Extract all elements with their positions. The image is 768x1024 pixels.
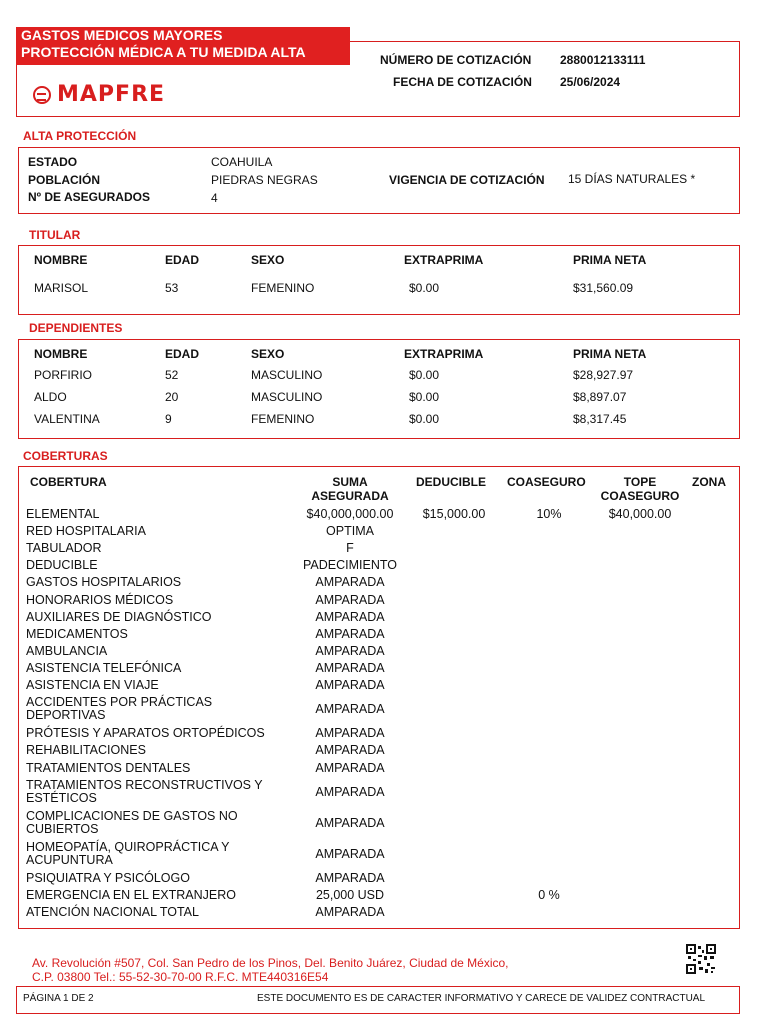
mapfre-logo — [33, 82, 165, 107]
dep-header-sexo: SEXO — [251, 347, 285, 361]
coverage-name — [26, 744, 146, 757]
qr-code-icon — [686, 944, 716, 974]
vigencia-label: VIGENCIA DE COTIZACIÓN — [389, 173, 545, 187]
coberturas-title: COBERTURAS — [23, 449, 108, 463]
coverage-name-line: ACCIDENTES POR PRÁCTICAS — [26, 695, 213, 710]
coverage-name — [26, 508, 99, 521]
dep-prima: $8,317.45 — [573, 412, 627, 426]
coverage-name-line: TABULADOR — [26, 541, 102, 556]
dep-header-nombre: NOMBRE — [34, 347, 88, 361]
coverage-name-line: MEDICAMENTOS — [26, 626, 128, 641]
dep-edad: 52 — [165, 368, 179, 382]
coverage-suma: AMPARADA — [315, 784, 385, 799]
coverage-name — [26, 611, 211, 624]
page-number: PÁGINA 1 DE 2 — [23, 993, 94, 1004]
cov-header-tope-line1: TOPE — [623, 475, 657, 489]
coverage-name-line: AMBULANCIA — [26, 643, 108, 658]
coverage-name-line: RED HOSPITALARIA — [26, 524, 146, 539]
dep-sexo: FEMENINO — [251, 412, 315, 426]
banner-line-1: GASTOS MEDICOS MAYORES — [21, 27, 223, 43]
plan-title: ALTA PROTECCIÓN — [23, 129, 137, 143]
disclaimer: ESTE DOCUMENTO ES DE CARACTER INFORMATIVO Y CARECE DE VALIDEZ CONTRACTUAL — [257, 993, 706, 1004]
coverage-name — [26, 594, 173, 607]
dep-nombre: ALDO — [34, 390, 67, 404]
coverage-name-line: ATENCIÓN NACIONAL TOTAL — [26, 905, 199, 920]
dep-extraprima: $0.00 — [409, 412, 440, 426]
titular-header-extraprima: EXTRAPRIMA — [404, 253, 484, 267]
coverage-suma: AMPARADA — [315, 575, 385, 590]
titular-header-prima: PRIMA NETA — [573, 253, 647, 267]
estado-label: ESTADO — [28, 155, 78, 169]
coverage-suma: PADECIMIENTO — [303, 558, 397, 573]
coverage-name-line: ESTÉTICOS — [26, 790, 97, 805]
coverage-name-line: DEDUCIBLE — [26, 558, 98, 573]
coverage-name-line: PSIQUIATRA Y PSICÓLOGO — [26, 871, 190, 886]
cov-header-tope-line2: COASEGURO — [600, 489, 680, 503]
cov-header-zona: ZONA — [692, 475, 726, 489]
coverage-suma: AMPARADA — [315, 702, 385, 717]
titular-header-edad: EDAD — [165, 253, 200, 267]
coverage-suma: AMPARADA — [315, 815, 385, 830]
dep-edad: 20 — [165, 390, 179, 404]
dep-extraprima: $0.00 — [409, 390, 440, 404]
address-line-2: C.P. 03800 Tel.: 55-52-30-70-00 R.F.C. MTE440316E54 — [32, 970, 329, 984]
coverage-name — [26, 645, 107, 658]
dep-extraprima: $0.00 — [409, 368, 440, 382]
titular-extraprima: $0.00 — [409, 281, 440, 295]
coverage-name-line: AUXILIARES DE DIAGNÓSTICO — [26, 609, 212, 624]
coverage-name-line: HONORARIOS MÉDICOS — [26, 592, 174, 607]
coverage-name-line: ASISTENCIA TELEFÓNICA — [26, 660, 182, 675]
mapfre-logo-icon — [33, 86, 51, 104]
coverage-suma: $40,000,000.00 — [306, 507, 394, 521]
company-address — [32, 956, 509, 984]
coverage-suma: F — [346, 541, 354, 556]
coverage-name — [26, 889, 236, 902]
coverage-name — [26, 542, 101, 555]
dep-prima: $28,927.97 — [573, 368, 634, 382]
coverage-name-line: HOMEOPATÍA, QUIROPRÁCTICA Y — [26, 840, 230, 854]
dep-sexo: MASCULINO — [251, 368, 323, 382]
coverage-suma: AMPARADA — [315, 609, 385, 624]
titular-prima: $31,560.09 — [573, 281, 634, 295]
quote-date: 25/06/2024 — [560, 75, 621, 89]
titular-sexo: FEMENINO — [251, 281, 315, 295]
quote-date-label: FECHA DE COTIZACIÓN — [393, 75, 532, 89]
banner-line-2: PROTECCIÓN MÉDICA A TU MEDIDA ALTA — [21, 44, 306, 60]
quote-number-label: NÚMERO DE COTIZACIÓN — [380, 53, 532, 67]
dep-nombre: VALENTINA — [34, 412, 100, 426]
estado-value: COAHUILA — [211, 155, 273, 169]
cov-header-suma-line1: SUMA — [332, 475, 368, 489]
coverage-name-line: TRATAMIENTOS DENTALES — [26, 760, 191, 775]
coverage-name — [26, 576, 181, 589]
coverage-suma: AMPARADA — [315, 592, 385, 607]
coverage-name — [26, 810, 238, 836]
coverage-name — [26, 762, 190, 775]
header-divider — [350, 41, 740, 42]
coverage-name-line: GASTOS HOSPITALARIOS — [26, 575, 182, 590]
coverage-suma: AMPARADA — [315, 760, 385, 775]
coverage-coaseguro: 10% — [536, 507, 562, 521]
coverage-name — [26, 679, 159, 692]
coverage-suma: AMPARADA — [315, 643, 385, 658]
dep-header-prima: PRIMA NETA — [573, 347, 647, 361]
coverage-name-line: REHABILITACIONES — [26, 743, 146, 758]
coverage-suma: 25,000 USD — [315, 888, 385, 903]
coverage-name — [26, 727, 265, 740]
coverage-deducible: $15,000.00 — [422, 507, 486, 521]
coverage-name-line: ASISTENCIA EN VIAJE — [26, 678, 159, 692]
coverage-name-line: ELEMENTAL — [26, 507, 100, 521]
coverage-name-line: EMERGENCIA EN EL EXTRANJERO — [26, 888, 236, 903]
product-banner — [16, 27, 350, 65]
coverage-suma: AMPARADA — [315, 871, 385, 886]
cov-header-deducible: DEDUCIBLE — [416, 475, 487, 489]
address-line-1: Av. Revolución #507, Col. San Pedro de los Pinos, Del. Benito Juárez, Ciudad de México, — [32, 956, 509, 970]
cov-header-cobertura: COBERTURA — [30, 475, 107, 489]
dep-header-edad: EDAD — [165, 347, 200, 361]
vigencia-value: 15 DÍAS NATURALES * — [568, 172, 696, 186]
dep-edad: 9 — [165, 412, 172, 426]
dependientes-title: DEPENDIENTES — [29, 321, 123, 335]
poblacion-label: POBLACIÓN — [28, 173, 100, 187]
coverage-name — [26, 872, 190, 885]
titular-edad: 53 — [165, 281, 179, 295]
titular-title: TITULAR — [29, 228, 81, 242]
asegurados-label: Nº DE ASEGURADOS — [28, 190, 150, 204]
dep-prima: $8,897.07 — [573, 390, 627, 404]
coverage-name-line: PRÓTESIS Y APARATOS ORTOPÉDICOS — [26, 726, 265, 741]
coverage-name-line: DEPORTIVAS — [26, 708, 106, 723]
coverage-name — [26, 779, 263, 805]
dep-sexo: MASCULINO — [251, 390, 323, 404]
coverage-suma: AMPARADA — [315, 743, 385, 758]
coverage-name — [26, 559, 98, 572]
coverage-name — [26, 696, 212, 722]
titular-nombre: MARISOL — [34, 281, 89, 295]
cov-header-suma — [290, 475, 410, 503]
coverage-name — [26, 906, 199, 919]
coverage-name-line: ACUPUNTURA — [26, 853, 113, 867]
coverage-suma: AMPARADA — [315, 678, 385, 692]
dep-nombre: PORFIRIO — [34, 368, 93, 382]
coverage-name — [26, 525, 146, 538]
coverage-name — [26, 841, 230, 867]
poblacion-value: PIEDRAS NEGRAS — [211, 173, 318, 187]
logo-text: MAPFRE — [57, 82, 166, 107]
coverage-suma: OPTIMA — [326, 524, 374, 539]
quote-number: 2880012133111 — [560, 53, 646, 67]
titular-header-nombre: NOMBRE — [34, 253, 88, 267]
coverage-name-line: CUBIERTOS — [26, 821, 99, 836]
cov-header-coaseguro: COASEGURO — [507, 475, 586, 489]
coverage-tope: $40,000.00 — [608, 507, 672, 521]
coverage-name-line: TRATAMIENTOS RECONSTRUCTIVOS Y — [26, 777, 263, 792]
cov-header-tope — [590, 475, 690, 503]
titular-header-sexo: SEXO — [251, 253, 285, 267]
asegurados-value: 4 — [211, 191, 218, 205]
coverage-suma: AMPARADA — [315, 847, 385, 861]
coverage-name-line: COMPLICACIONES DE GASTOS NO — [26, 808, 238, 823]
coverage-coaseguro: 0 % — [538, 888, 560, 903]
coverage-suma: AMPARADA — [315, 726, 385, 741]
coverage-suma: AMPARADA — [315, 660, 385, 675]
coverage-suma: AMPARADA — [315, 626, 385, 641]
coverage-name — [26, 662, 181, 675]
dep-header-extraprima: EXTRAPRIMA — [404, 347, 484, 361]
coverage-suma: AMPARADA — [315, 905, 385, 920]
cov-header-suma-line2: ASEGURADA — [311, 489, 389, 503]
coverage-name — [26, 628, 128, 641]
